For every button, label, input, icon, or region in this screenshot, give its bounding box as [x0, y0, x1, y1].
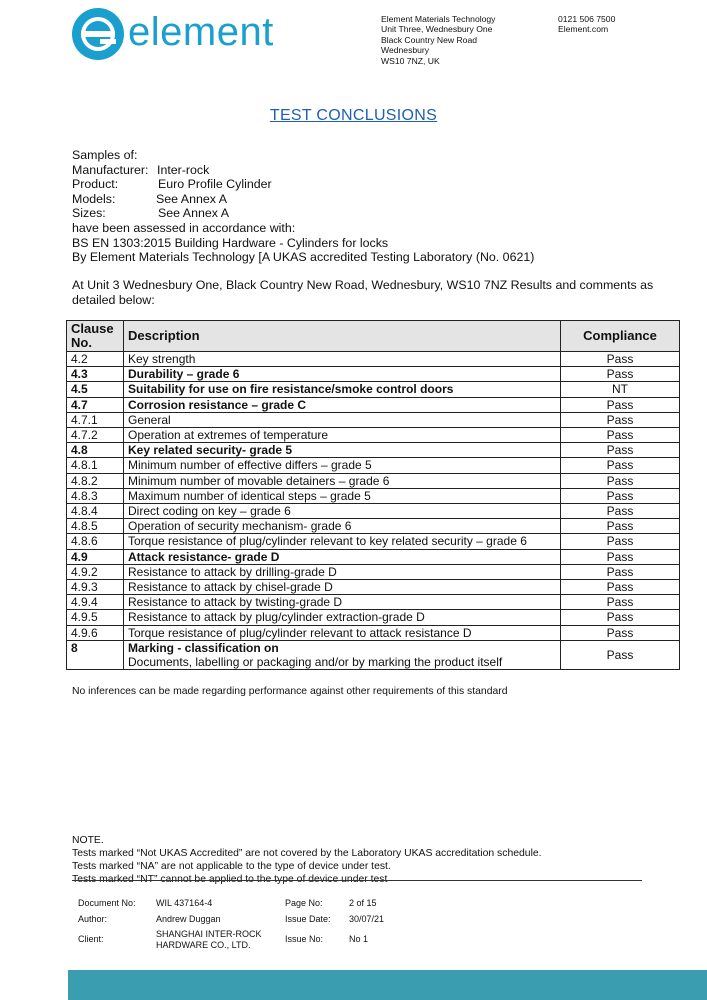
compliance-cell: Pass — [561, 397, 680, 412]
description-cell: Operation of security mechanism- grade 6 — [124, 519, 561, 534]
assessed-line: have been assessed in accordance with: — [72, 220, 296, 235]
table-row — [67, 352, 680, 367]
product-label: Product: — [72, 177, 119, 192]
clause-cell: 4.9.5 — [67, 610, 124, 625]
clause-cell: 4.9.3 — [67, 580, 124, 595]
clause-cell: 4.8.4 — [67, 504, 124, 519]
compliance-cell: Pass — [561, 595, 680, 610]
page-no-value: 2 of 15 — [349, 898, 377, 908]
issue-date-value: 30/07/21 — [349, 914, 385, 924]
table-row — [67, 564, 680, 579]
compliance-cell: Pass — [561, 488, 680, 503]
table-row — [67, 504, 680, 519]
clause-cell: 4.5 — [67, 382, 124, 397]
issue-no-value: No 1 — [349, 934, 369, 944]
inference-note: No inferences can be made regarding performance against other requirements of this standard — [72, 686, 508, 697]
clause-cell: 4.7 — [67, 397, 124, 412]
compliance-cell: Pass — [561, 473, 680, 488]
description-cell: Resistance to attack by drilling-grade D — [124, 564, 561, 579]
clause-cell: 4.9.4 — [67, 595, 124, 610]
intro-block — [72, 148, 534, 265]
intro-product — [72, 177, 534, 192]
description-cell: Resistance to attack by chisel-grade D — [124, 580, 561, 595]
intro-models — [72, 192, 534, 207]
compliance-cell: Pass — [561, 519, 680, 534]
phone-number: 0121 506 7500 — [558, 14, 616, 24]
table-row — [67, 443, 680, 458]
table-row — [67, 625, 680, 640]
compliance-cell: Pass — [561, 625, 680, 640]
table-row — [67, 473, 680, 488]
description-cell: Attack resistance- grade D — [124, 549, 561, 564]
description-cell: Suitability for use on fire resistance/smoke control doors — [124, 382, 561, 397]
company-address — [381, 14, 495, 66]
company-contact — [558, 14, 615, 35]
description-cell: Direct coding on key – grade 6 — [124, 504, 561, 519]
description-cell: Durability – grade 6 — [124, 367, 561, 382]
issue-date-label: Issue Date: — [285, 914, 331, 924]
models-value: See Annex A — [156, 191, 227, 206]
description-cell: Key related security- grade 5 — [124, 443, 561, 458]
page-title: TEST CONCLUSIONS — [269, 107, 438, 124]
clause-cell: 4.2 — [67, 352, 124, 367]
compliance-cell: Pass — [561, 580, 680, 595]
table-row — [67, 610, 680, 625]
table-row — [67, 412, 680, 427]
table-row — [67, 428, 680, 443]
table-row — [67, 595, 680, 610]
element-logo — [70, 6, 290, 62]
compliance-cell: Pass — [561, 640, 680, 669]
issue-no-label: Issue No: — [285, 934, 324, 944]
description-bold: Marking - classification on — [128, 640, 279, 655]
client-value-line1: SHANGHAI INTER-ROCK — [156, 929, 262, 939]
clause-cell: 4.8.1 — [67, 458, 124, 473]
address-line: Black Country New Road — [381, 34, 478, 45]
clause-cell: 4.3 — [67, 367, 124, 382]
description-header: Description — [124, 321, 561, 352]
footer-band — [68, 970, 707, 1000]
description-cell: Operation at extremes of temperature — [124, 428, 561, 443]
address-line: Unit Three, Wednesbury One — [381, 24, 493, 35]
table-row — [67, 534, 680, 549]
author-label: Author: — [78, 914, 108, 924]
page-no-label: Page No: — [285, 898, 323, 908]
clause-cell: 4.7.2 — [67, 428, 124, 443]
compliance-cell: Pass — [561, 352, 680, 367]
compliance-cell: Pass — [561, 412, 680, 427]
compliance-cell: Pass — [561, 549, 680, 564]
description-rest: Documents, labelling or packaging and/or by marking the product itself — [128, 655, 503, 670]
sizes-label: Sizes: — [72, 206, 106, 221]
manufacturer-value: Inter-rock — [157, 162, 210, 177]
document-no-value: WIL 437164-4 — [156, 898, 213, 908]
description-cell: Minimum number of effective differs – grade 5 — [124, 458, 561, 473]
address-line: WS10 7NZ, UK — [381, 55, 440, 66]
author-value: Andrew Duggan — [156, 914, 221, 924]
clause-cell: 4.8 — [67, 443, 124, 458]
description-cell: Maximum number of identical steps – grade 5 — [124, 488, 561, 503]
samples-of-text: Samples of: — [72, 148, 138, 162]
table-row — [67, 640, 680, 669]
table-row — [67, 382, 680, 397]
compliance-cell: Pass — [561, 428, 680, 443]
logo-wordmark: element — [128, 10, 274, 54]
clause-cell: 4.8.6 — [67, 534, 124, 549]
results-body — [67, 352, 680, 670]
table-row — [67, 549, 680, 564]
note-line: Tests marked “NT” cannot be applied to the type of device under test — [72, 874, 388, 885]
client-label: Client: — [78, 934, 104, 944]
table-row — [67, 367, 680, 382]
compliance-cell: Pass — [561, 610, 680, 625]
compliance-cell: Pass — [561, 564, 680, 579]
note-line: Tests marked “NA” are not applicable to the type of device under test. — [72, 861, 391, 872]
divider — [72, 880, 642, 881]
table-row — [67, 580, 680, 595]
description-cell: Key strength — [124, 352, 561, 367]
compliance-cell: Pass — [561, 443, 680, 458]
clause-header: Clause No. — [67, 321, 124, 352]
element-logo-icon — [70, 6, 126, 62]
description-cell: Resistance to attack by twisting-grade D — [124, 595, 561, 610]
standard-line: BS EN 1303:2015 Building Hardware - Cylinders for locks — [72, 235, 389, 250]
compliance-header: Compliance — [561, 321, 680, 352]
description-cell: Corrosion resistance – grade C — [124, 397, 561, 412]
clause-cell: 4.9 — [67, 549, 124, 564]
description-cell: Minimum number of movable detainers – grade 6 — [124, 473, 561, 488]
description-cell: Torque resistance of plug/cylinder relevant to attack resistance D — [124, 625, 561, 640]
document-no-label: Document No: — [78, 898, 136, 908]
address-line: Wednesbury — [381, 45, 430, 56]
description-cell — [124, 640, 561, 669]
sizes-value: See Annex A — [158, 206, 229, 221]
intro-manufacturer — [72, 163, 534, 178]
clause-cell: 4.8.2 — [67, 473, 124, 488]
clause-cell: 4.7.1 — [67, 412, 124, 427]
product-value: Euro Profile Cylinder — [158, 177, 272, 192]
clause-cell: 4.9.2 — [67, 564, 124, 579]
compliance-cell: Pass — [561, 504, 680, 519]
test-location-text: At Unit 3 Wednesbury One, Black Country New Road, Wednesbury, WS10 7NZ Results and comments as detailed below: — [72, 278, 654, 307]
description-cell: Resistance to attack by plug/cylinder extraction-grade D — [124, 610, 561, 625]
clause-cell: 4.8.5 — [67, 519, 124, 534]
clause-cell: 8 — [67, 640, 124, 669]
table-header-row — [67, 321, 680, 352]
clause-cell: 4.9.6 — [67, 625, 124, 640]
client-value-line2: HARDWARE CO., LTD. — [156, 940, 251, 950]
address-line: Element Materials Technology — [381, 14, 496, 24]
table-row — [67, 397, 680, 412]
description-cell: Torque resistance of plug/cylinder relevant to key related security – grade 6 — [124, 534, 561, 549]
lab-line: By Element Materials Technology [A UKAS accredited Testing Laboratory (No. 0621) — [72, 250, 535, 265]
results-table — [66, 320, 680, 670]
website: Element.com — [558, 24, 609, 35]
models-label: Models: — [72, 191, 116, 206]
note-block — [72, 834, 542, 886]
note-heading: NOTE. — [72, 835, 104, 846]
compliance-cell: Pass — [561, 367, 680, 382]
compliance-cell: Pass — [561, 458, 680, 473]
intro-samples — [72, 148, 534, 163]
table-row — [67, 488, 680, 503]
compliance-cell: Pass — [561, 534, 680, 549]
compliance-cell: NT — [561, 382, 680, 397]
manufacturer-label: Manufacturer: — [72, 162, 149, 177]
clause-cell: 4.8.3 — [67, 488, 124, 503]
intro-sizes — [72, 206, 534, 221]
table-row — [67, 519, 680, 534]
note-line: Tests marked “Not UKAS Accredited” are not covered by the Laboratory UKAS accreditation schedule. — [72, 848, 542, 859]
description-cell: General — [124, 412, 561, 427]
table-row — [67, 458, 680, 473]
